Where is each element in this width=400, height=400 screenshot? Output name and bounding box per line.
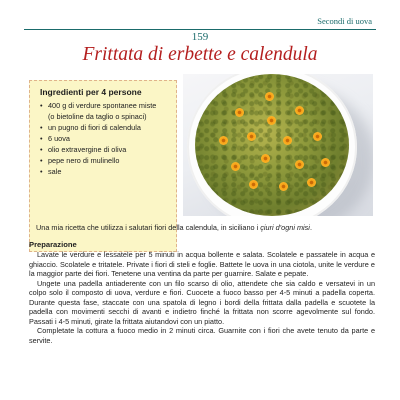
preparation-paragraph: Ungete una padella antiaderente con un filo scarso di olio, attendete che sia caldo e versatevi in un colpo solo il composto di uova, verdure e fiori. Cuocete a fuoco basso per 4-5 minuti a padella coperta. Durante questa fase, staccate con una spatola di legno i bordi della frittata dalla padella e scuotete la padella con movimenti secchi di avanti e indietro finché la frittata non scorre agevolmente sul fondo. Passati i 4-5 minuti, girate la frittata aiutandovi con un piatto. [29, 278, 375, 326]
intro-dialect-term: çiuri d'ogni misi [260, 223, 310, 232]
preparation-paragraph: Completate la cottura a fuoco medio in 2 minuti circa. Guarnite con i fiori che avete tenuto da parte e servite. [29, 326, 375, 345]
calendula-flower-icon [295, 160, 304, 169]
running-header: Secondi di uova [317, 16, 372, 26]
ingredient-item: • pepe nero di mulinello [38, 155, 170, 166]
ingredient-item-note: (o bietoline da taglio o spinaci) [48, 112, 147, 121]
calendula-flower-icon [279, 182, 288, 191]
calendula-flower-icon [283, 136, 292, 145]
calendula-flower-icon [313, 132, 322, 141]
preparation-paragraph: Lavate le verdure e lessatele per 5 minuti in acqua bollente e salata. Scolatele e passatele in acqua e ghiaccio. Scolatele e tritatele. Private i fiori di steli e foglie. Battete le uova in una ciotola, unite le verdure e la maggior parte dei fiori. Tenetene una ventina da parte per guarnire. Salate e pepate. [29, 250, 375, 278]
ingredients-list [38, 100, 170, 177]
recipe-title: Frittata di erbette e calendula [82, 44, 318, 65]
recipe-intro [36, 223, 376, 232]
frittata-image [195, 74, 349, 216]
preparation-body [29, 250, 375, 345]
page-number: 159 [191, 31, 209, 43]
header-rule [24, 29, 376, 30]
ingredient-item: • un pugno di fiori di calendula [38, 122, 170, 133]
ingredient-item: • olio extravergine di oliva [38, 144, 170, 155]
frittata-photo [183, 74, 373, 216]
calendula-flower-icon [265, 92, 274, 101]
calendula-flower-icon [261, 154, 270, 163]
calendula-flower-icon [307, 178, 316, 187]
calendula-flower-icon [247, 132, 256, 141]
intro-text: Una mia ricetta che utilizza i salutari fiori della calendula, in siciliano i [36, 223, 261, 232]
ingredient-item: • 400 g di verdure spontanee miste [38, 100, 170, 111]
ingredient-item: • 6 uova [38, 133, 170, 144]
calendula-flower-icon [321, 158, 330, 167]
calendula-flower-icon [249, 180, 258, 189]
intro-end: . [309, 223, 312, 232]
calendula-flower-icon [295, 106, 304, 115]
preparation-title: Preparazione [29, 240, 77, 249]
calendula-flower-icon [267, 116, 276, 125]
calendula-flower-icon [235, 108, 244, 117]
calendula-flower-icon [231, 162, 240, 171]
calendula-flower-icon [219, 136, 228, 145]
ingredients-title: Ingredienti per 4 persone [40, 87, 142, 97]
ingredient-item: • sale [38, 166, 170, 177]
